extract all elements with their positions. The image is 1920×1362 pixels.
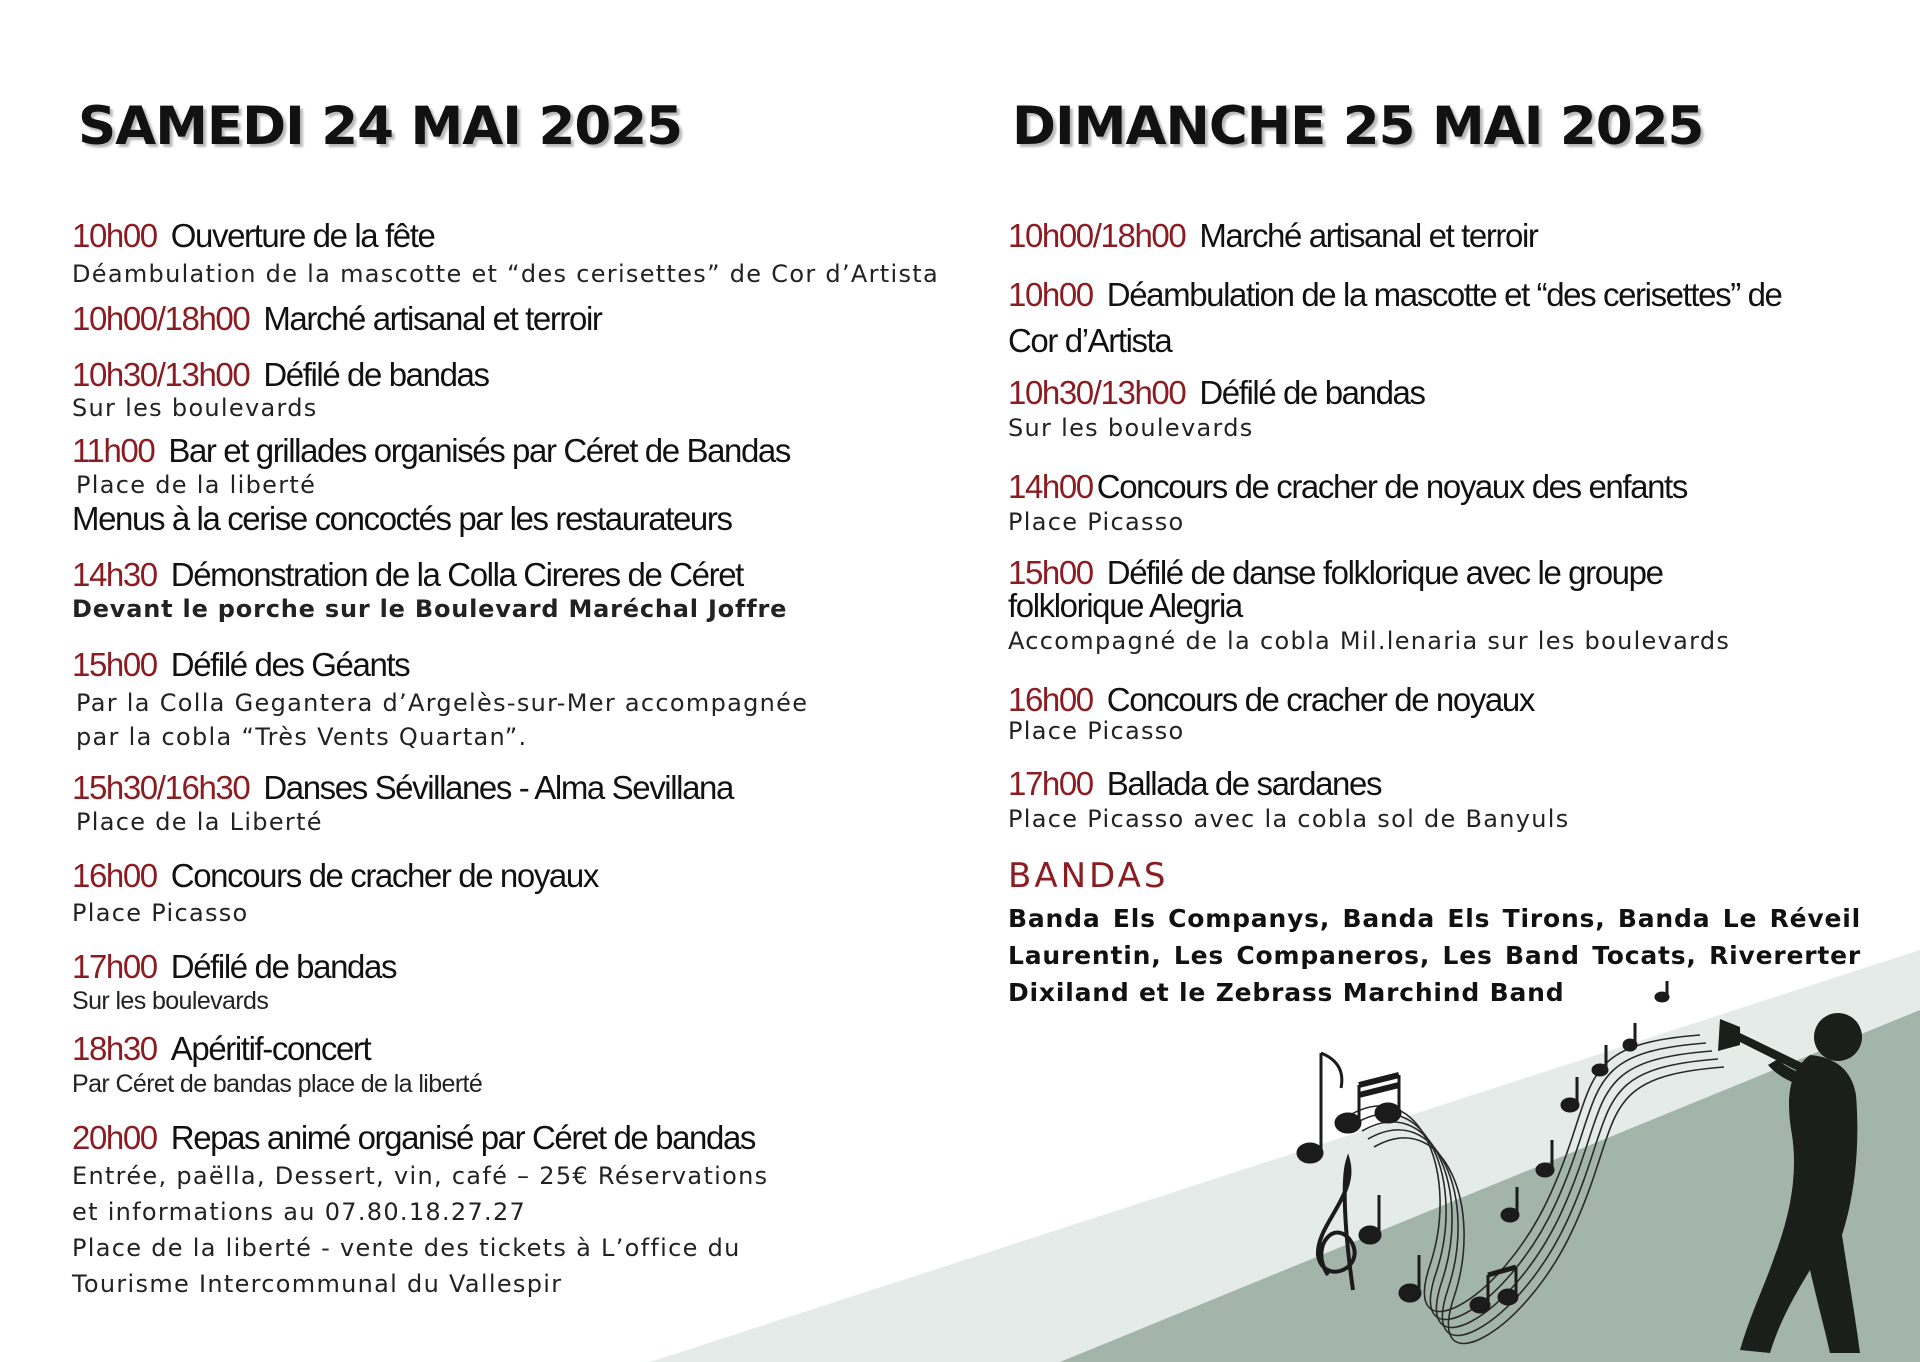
- saturday-event: [72, 645, 972, 752]
- saturday-event: [72, 216, 972, 292]
- event-time: 18h30: [72, 1030, 157, 1067]
- event-title: Marché artisanal et terroir: [263, 300, 602, 337]
- event-detail: Devant le porche sur le Boulevard Maréchal Joffre: [72, 595, 788, 623]
- event-title: Concours de cracher de noyaux: [1106, 681, 1534, 718]
- event-title: Ballada de sardanes: [1106, 765, 1382, 802]
- event-detail: par la cobla “Très Vents Quartan”.: [76, 723, 528, 751]
- event-detail: Par Céret de bandas place de la liberté: [72, 1070, 483, 1098]
- event-time: 16h00: [1008, 681, 1093, 718]
- event-title: Déambulation de la mascotte et “des cerisettes” de: [1106, 276, 1782, 313]
- music-notes-icon: [1298, 981, 1668, 1312]
- event-time: 10h30/13h00: [1008, 374, 1186, 411]
- event-time: 10h00/18h00: [72, 300, 250, 337]
- saturday-event: [72, 1029, 972, 1099]
- event-title: Démonstration de la Colla Cireres de Céret: [170, 556, 743, 593]
- trumpet-player-with-music-notes-icon: [1270, 975, 1870, 1355]
- sunday-event: [1008, 373, 1868, 443]
- event-detail: Place Picasso avec la cobla sol de Banyuls: [1008, 805, 1570, 833]
- event-title: Danses Sévillanes - Alma Sevillana: [263, 769, 733, 806]
- sunday-event: [1008, 681, 1868, 743]
- event-title: Défilé de danse folklorique avec le groupe: [1106, 554, 1663, 591]
- event-title: Marché artisanal et terroir: [1199, 217, 1538, 254]
- sunday-event: [1008, 467, 1868, 537]
- event-time: 15h00: [72, 646, 157, 683]
- sunday-title: DIMANCHE 25 MAI 2025: [1012, 96, 1704, 157]
- event-detail: Accompagné de la cobla Mil.lenaria sur les boulevards: [1008, 627, 1731, 655]
- sunday-event: [1008, 272, 1868, 364]
- event-time: 15h30/16h30: [72, 769, 250, 806]
- saturday-title: SAMEDI 24 MAI 2025: [78, 96, 682, 157]
- event-title: Concours de cracher de noyaux: [170, 857, 598, 894]
- event-title: Repas animé organisé par Céret de bandas: [170, 1119, 755, 1156]
- event-title: Concours de cracher de noyaux des enfants: [1096, 468, 1687, 505]
- event-title: Apéritif-concert: [170, 1030, 371, 1067]
- event-extra: Menus à la cerise concoctés par les restaurateurs: [72, 500, 732, 537]
- event-time: 10h30/13h00: [72, 356, 250, 393]
- event-detail: Sur les boulevards: [1008, 414, 1254, 442]
- event-detail: Déambulation de la mascotte et “des cerisettes” de Cor d’Artista: [72, 260, 939, 288]
- saturday-event: [72, 555, 972, 623]
- event-time: 10h00: [72, 217, 157, 254]
- saturday-event: [72, 768, 972, 836]
- bandas-list: Banda Els Companys, Banda Els Tirons, Banda Le Réveil Laurentin, Les Companeros, Les Band Tocats, Rivererter Dixiland et le Zebrass Marchind Band: [1008, 904, 1861, 1007]
- saturday-event: [72, 947, 972, 1015]
- event-time: 14h30: [72, 556, 157, 593]
- saturday-event: [72, 431, 972, 539]
- event-time: 10h00: [1008, 276, 1093, 313]
- saturday-event: [72, 856, 972, 930]
- trumpet-player-silhouette-icon: [1718, 1013, 1862, 1353]
- event-time: 17h00: [72, 948, 157, 985]
- event-title: Défilé de bandas: [1199, 374, 1425, 411]
- event-time: 11h00: [72, 432, 155, 469]
- event-detail: Place de la liberté - vente des tickets à L’office du: [72, 1234, 741, 1262]
- event-detail: Place Picasso: [1008, 508, 1185, 536]
- sunday-event: [1008, 555, 1868, 661]
- event-title-cont: Cor d’Artista: [1008, 322, 1172, 359]
- event-time: 16h00: [72, 857, 157, 894]
- sunday-event: [1008, 216, 1868, 256]
- saturday-event: [72, 1118, 972, 1302]
- event-detail: Place de la liberté: [76, 471, 317, 499]
- event-time: 20h00: [72, 1119, 157, 1156]
- event-detail: Entrée, paëlla, Dessert, vin, café – 25€ Réservations: [72, 1162, 769, 1190]
- event-detail: Place de la Liberté: [76, 808, 323, 836]
- sunday-event: [1008, 764, 1868, 834]
- event-title-cont: folklorique Alegria: [1008, 587, 1242, 624]
- bandas-heading: BANDAS: [1008, 856, 1169, 896]
- event-time: 17h00: [1008, 765, 1093, 802]
- event-detail: Par la Colla Gegantera d’Argelès-sur-Mer accompagnée: [76, 689, 809, 717]
- event-detail: Place Picasso: [1008, 717, 1185, 745]
- event-title: Bar et grillades organisés par Céret de Bandas: [168, 432, 790, 469]
- event-detail: Place Picasso: [72, 899, 249, 927]
- event-time: 15h00: [1008, 554, 1093, 591]
- event-detail: Tourisme Intercommunal du Vallespir: [72, 1270, 563, 1298]
- saturday-event: [72, 355, 972, 421]
- event-detail: Sur les boulevards: [72, 394, 318, 422]
- event-title: Défilé de bandas: [170, 948, 397, 985]
- event-time: 14h00: [1008, 468, 1093, 505]
- event-title: Ouverture de la fête: [170, 217, 435, 254]
- event-detail: Sur les boulevards: [72, 987, 269, 1015]
- saturday-event: [72, 299, 972, 339]
- event-detail: et informations au 07.80.18.27.27: [72, 1198, 527, 1226]
- event-title: Défilé des Géants: [170, 646, 410, 683]
- event-title: Défilé de bandas: [263, 356, 489, 393]
- event-time: 10h00/18h00: [1008, 217, 1186, 254]
